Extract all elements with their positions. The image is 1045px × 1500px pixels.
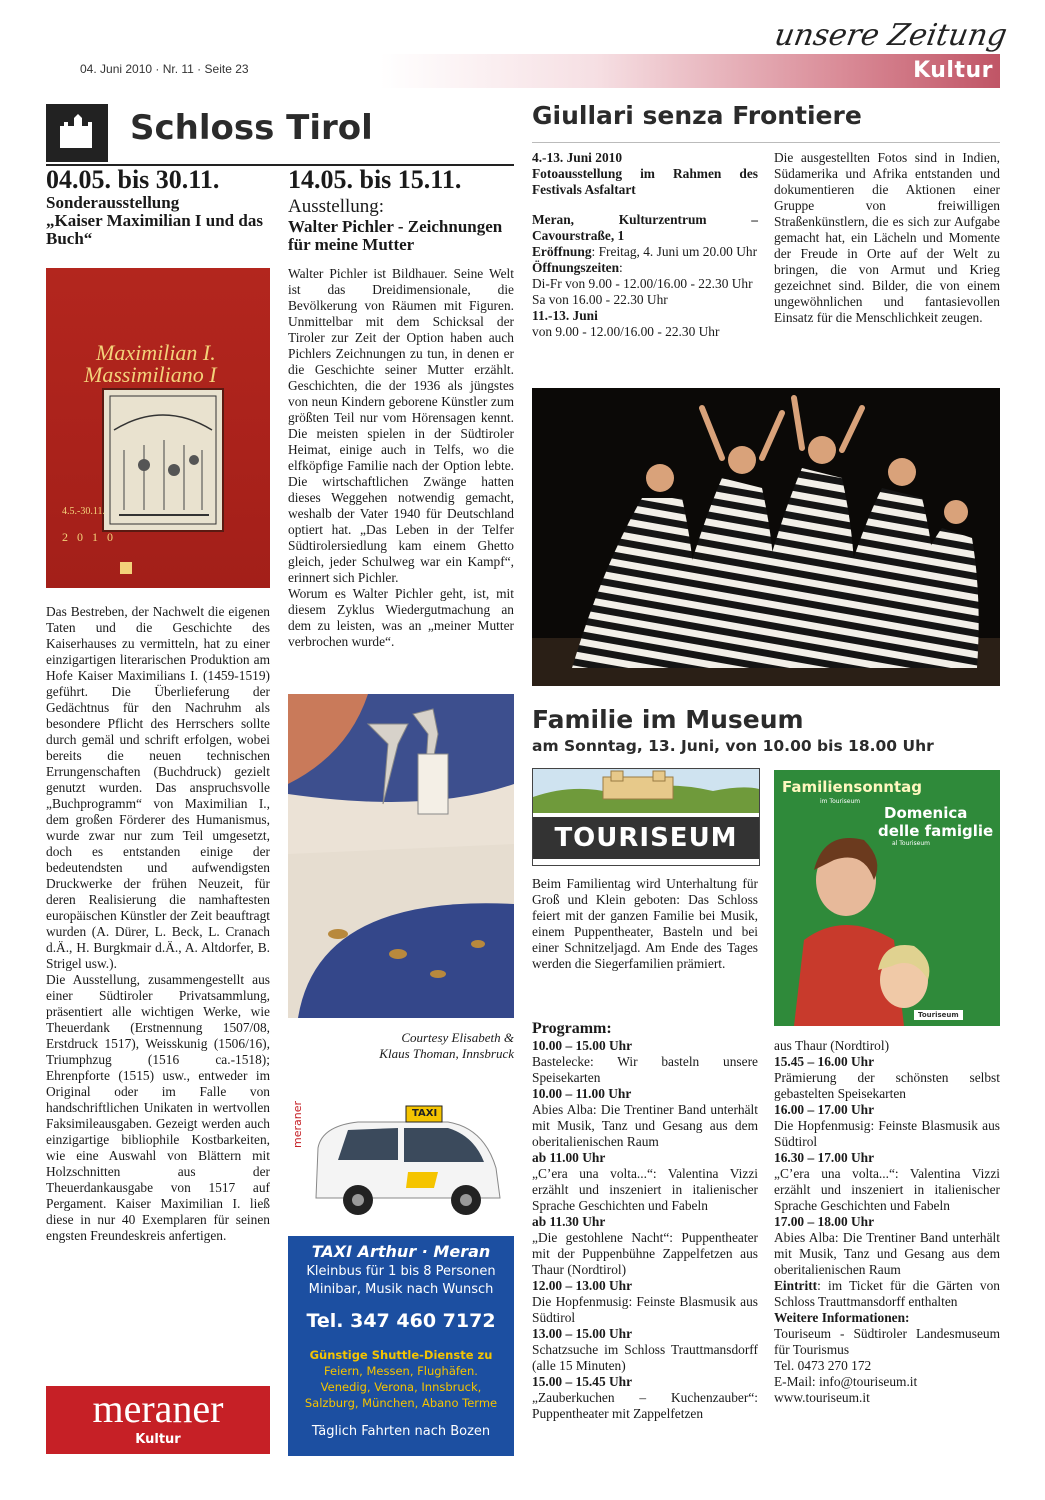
program-desc: „C’era una volta...“: Valentina Vizzi erzählt und inszeniert in italienischer Sprache Geschichten und Fabeln (532, 1166, 758, 1213)
pichler-paragraph-2: Worum es Walter Pichler geht, ist, mit diesem Zyklus Wiedergutmachung an dem zu leisten, was an „meiner Mutter verbrochen wurde“. (288, 586, 514, 649)
program-time: 10.00 – 15.00 Uhr (532, 1038, 633, 1053)
program-desc: „Zauberkuchen – Kuchenzauber“: Puppentheater mit Zappelfetzen (532, 1390, 758, 1421)
program-desc: Prämierung der schönsten selbst gebastelten Speisekarten (774, 1070, 1000, 1101)
eintritt-text: : im Ticket für die Gärten von Schloss Trauttmansdorff enthalten (774, 1278, 1000, 1309)
program-time: 17.00 – 18.00 Uhr (774, 1214, 875, 1229)
familie-poster-badge: Touriseum (914, 1010, 963, 1020)
pichler-subtitle1: Ausstellung: (288, 196, 385, 217)
poster-dates: 4.5.-30.11. (62, 506, 105, 517)
poster-title-2: Massimiliano I (84, 362, 217, 387)
giullari-photo (532, 388, 1000, 686)
familie-subtitle: am Sonntag, 13. Juni, von 10.00 bis 18.00 Uhr (532, 737, 934, 755)
meraner-logo (46, 1386, 270, 1454)
maximilian-subtitle1: Sonderausstellung (46, 193, 180, 212)
programm-right (774, 1038, 1000, 1406)
giullari-date: 4.-13. Juni 2010 (532, 150, 623, 165)
pichler-date: 14.05. bis 15.11. (288, 165, 462, 194)
info-website[interactable]: www.touriseum.it (774, 1390, 870, 1405)
meraner-logo-sub: Kultur (135, 1432, 181, 1447)
giullari-hours-label: Öffnungszeiten (532, 260, 620, 275)
info-label: Weitere Informationen: (774, 1310, 910, 1325)
program-desc: Abies Alba: Die Trentiner Band unterhält mit Musik, Tanz und Gesang aus dem oberitalienischen Raum (532, 1102, 758, 1149)
giullari-hours-colon: : (619, 260, 623, 275)
program-desc: Die Hopfenmusig: Feinste Blasmusik aus Südtirol (774, 1118, 1000, 1149)
familie-intro (532, 876, 758, 972)
familie-poster-title-2: Domenica (884, 804, 968, 822)
pichler-artwork (288, 694, 514, 1018)
poster-year: 2 0 1 0 (62, 530, 116, 544)
brand-logo: unsere Zeitung (772, 18, 1011, 53)
program-desc: Schatzsuche im Schloss Trauttmansdorff (alle 15 Minuten) (532, 1342, 758, 1373)
giullari-description (774, 150, 1000, 326)
taxi-line-2: Minibar, Musik nach Wunsch (308, 1282, 494, 1297)
header-band (380, 54, 1000, 88)
familie-title: Familie im Museum (532, 705, 804, 734)
dateline: 04. Juni 2010 · Nr. 11 · Seite 23 (80, 62, 249, 76)
taxi-name: TAXI Arthur · Meran (311, 1242, 491, 1261)
giullari-event: Fotoausstellung im Rahmen des Festivals Asfaltart (532, 166, 758, 197)
program-time: 15.45 – 16.00 Uhr (774, 1054, 875, 1069)
maximilian-poster (46, 268, 270, 588)
program-desc: Abies Alba: Die Trentiner Band unterhält mit Musik, Tanz und Gesang aus dem oberitalienischen Raum (774, 1230, 1000, 1277)
program-time: 16.30 – 17.00 Uhr (774, 1150, 875, 1165)
pichler-credit-2: Klaus Thoman, Innsbruck (379, 1046, 514, 1061)
giullari-opening-text: : Freitag, 4. Juni um 20.00 Uhr (591, 244, 758, 259)
taxi-shuttle-3: Venedig, Verona, Innsbruck, (320, 1380, 482, 1394)
maximilian-subtitle2: „Kaiser Maximilian I und das Buch“ (46, 211, 263, 248)
touriseum-logo (532, 768, 760, 866)
program-time: 10.00 – 11.00 Uhr (532, 1086, 632, 1101)
program-desc: „C’era una volta...“: Valentina Vizzi erzählt und inszeniert in italienischer Sprache Geschichten und Fabeln (774, 1166, 1000, 1213)
giullari-hours-2: Sa von 16.00 - 22.30 Uhr (532, 292, 668, 307)
eintritt-label: Eintritt (774, 1278, 818, 1293)
giullari-hours-1: Di-Fr von 9.00 - 12.00/16.00 - 22.30 Uhr (532, 276, 753, 291)
taxi-daily: Täglich Fahrten nach Bozen (311, 1424, 491, 1439)
maximilian-text (46, 604, 270, 1244)
poster-title-1: Maximilian I. (96, 340, 216, 365)
program-time: 13.00 – 15.00 Uhr (532, 1326, 633, 1341)
maximilian-column (46, 166, 272, 248)
taxi-roof-sign: TAXI (412, 1108, 438, 1119)
poster-seal-icon (120, 562, 132, 574)
program-desc: Bastelecke: Wir basteln unsere Speisekarten (532, 1054, 758, 1085)
poster-woodcut (102, 388, 224, 532)
info-line: Touriseum - Südtiroler Landesmuseum für Tourismus (774, 1326, 1000, 1357)
program-continued: aus Thaur (Nordtirol) (774, 1038, 890, 1053)
info-email[interactable]: E-Mail: info@touriseum.it (774, 1374, 918, 1389)
pichler-credit-1: Courtesy Elisabeth & (401, 1030, 514, 1045)
pichler-subtitle2: Walter Pichler - Zeichnungen für meine Mutter (288, 217, 503, 254)
giullari-opening-label: Eröffnung (532, 244, 592, 259)
maximilian-paragraph-2: Die Ausstellung, zusammengestellt aus einer Südtiroler Privatsammlung, präsentiert alle wichtigen Werke, wie Theuerdank (Erstnennung 1507/08, Erstdruck 1517), Weisskunig (1506/16), Triumphzug (1516 ca.-1518); Ehrenpforte (1515) usw., entweder im Original oder im Falle von handschriftlichen Unikaten in wertvollen Faksimileausgaben. Gezeigt werden auch einzigartige bibliophile Kostbarkeiten, wie eine Auswahl von Blättern mit Holzschnitten aus der Theuerdankausgabe von 1517 auf Pergament. Kaiser Maximilian I. ließ diese in nur 40 Exemplaren für seinen engsten Freundeskreis anfertigen. (46, 972, 270, 1243)
taxi-photo (288, 1088, 514, 1236)
taxi-shuttle-1: Günstige Shuttle-Dienste zu (309, 1348, 493, 1362)
giullari-hours-3: von 9.00 - 12.00/16.00 - 22.30 Uhr (532, 324, 720, 339)
eintritt (774, 1278, 1000, 1310)
taxi-line-1: Kleinbus für 1 bis 8 Personen (306, 1264, 496, 1279)
giullari-opening (532, 244, 758, 260)
giullari-hours-3-label: 11.-13. Juni (532, 308, 598, 323)
familie-poster-small-2: al Touriseum (892, 840, 930, 847)
pichler-paragraph-1: Walter Pichler ist Bildhauer. Seine Welt ist das Dreidimensionale, die Bevölkerung von Räumen mit Figuren. Unmittelbar mit dem Schicksal der Tiroler zur Zeit der Option haben auch Pichlers Zeichnungen zu tun, in denen er die Geschichte seiner Mutter erzählt. Geschichten, die der 1936 als jüngstes von neun Kindern geborene Künstler zum größten Teil nur vom Hörensagen kennt. Die meisten spielen in der Südtiroler Heimat, einige auch in Telfs, wo die elfköpfige Familie nach der Option lebte. Die wirtschaftlichen Zwänge hatten dieses Weggehen notwendig gemacht, weshalb der Vater 1940 für Deutschland optiert hat. „Das Leben in der Telfer Südtirolersiedlung kam einem Ghetto gleich, jeder Schulweg war ein Kampf“, erinnert sich Pichler. (288, 266, 514, 585)
familie-poster-small-1: im Touriseum (820, 798, 861, 805)
program-time: 12.00 – 13.00 Uhr (532, 1278, 633, 1293)
pichler-text (288, 266, 514, 650)
taxi-shuttle-2: Feiern, Messen, Flughäfen. (324, 1364, 478, 1378)
giullari-details (532, 150, 758, 340)
pichler-column (288, 166, 514, 254)
taxi-ad (288, 1088, 514, 1456)
meraner-logo-word: meraner (92, 1386, 224, 1431)
familie-poster-title-1: Familiensonntag (782, 778, 923, 796)
program-time: ab 11.30 Uhr (532, 1214, 606, 1229)
giullari-title: Giullari senza Frontiere (532, 101, 862, 130)
giullari-venue: Meran, Kulturzentrum – Cavourstraße, 1 (532, 212, 758, 243)
programm-label: Programm: (532, 1020, 612, 1037)
giullari-hours-heading (532, 260, 758, 276)
section-label: Kultur (913, 58, 993, 83)
giullari-description-text: Die ausgestellten Fotos sind in Indien, Südamerika und Afrika entstanden und dokumentieren die Aktionen einer Gruppe von freiwilligen Straßenkünstlern, die es sich zur Aufgabe gemacht hat, ein Lächeln und Momente der Freude in Orte auf der Welt zu bringen, die von Armut und Krieg gezeichnet sind. Bilder, die von einem ungewöhnlichen und fantasievollen Einsatz für die Menschlichkeit zeugen. (774, 150, 1000, 325)
familie-intro-text: Beim Familientag wird Unterhaltung für Groß und Klein geboten: Das Schloss feiert mit der ganzen Familie bei Musik, einem Puppentheater, Basteln und bei einer Schnitzeljagd. Am Ende des Tages werden die Siegerfamilien prämiert. (532, 876, 758, 971)
maximilian-paragraph-1: Das Bestreben, der Nachwelt die eigenen Taten und die Geschichte des Kaiserhauses zu vermitteln, hat zu einer einzigartigen literarischen Produktion am Hofe Kaiser Maximilians I. (1459-1519) geführt. Die Überlieferung der Gedächtnus für den Nachruhm als besondere Pflicht des Herrschers sollte durch gemäl und schrift erfolgen, wobei bereits die neuen technischen Errungenschaften (Buchdruck) gezielt genutzt wurden. Das anspruchsvolle „Buchprogramm“ von Maximilian I., dem großen Förderer des Humanismus, wurde zwar nur zum Teil umgesetzt, doch es entstanden einige der bedeutendsten und aufwendigsten Druckwerke der frühen Neuzeit, für deren Realisierung die namhaftesten europäischen Künstler der Zeit beauftragt wurden (A. Dürer, L. Beck, L. Cranach d.Ä., H. Burgkmair d.Ä., A. Altdorfer, B. Strigel usw.). (46, 604, 270, 971)
program-time: 15.00 – 15.45 Uhr (532, 1374, 633, 1389)
info-phone: Tel. 0473 270 172 (774, 1358, 872, 1373)
giullari-rule (532, 142, 1000, 143)
program-time: ab 11.00 Uhr (532, 1150, 606, 1165)
taxi-vertical-brand: meraner (291, 1100, 305, 1149)
programm-left (532, 1020, 758, 1422)
touriseum-logo-text: TOURISEUM (533, 817, 759, 859)
taxi-phone: Tel. 347 460 7172 (306, 1310, 496, 1332)
familie-poster-title-3: delle famiglie (878, 822, 994, 840)
program-time: 16.00 – 17.00 Uhr (774, 1102, 875, 1117)
castle-icon (46, 104, 108, 162)
familie-poster (774, 770, 1000, 1026)
program-desc: „Die gestohlene Nacht“: Puppentheater mit der Puppenbühne Zappelfetzen aus Thaur (Nordtirol) (532, 1230, 758, 1277)
taxi-shuttle-4: Salzburg, München, Abano Terme (304, 1396, 498, 1410)
schloss-title: Schloss Tirol (130, 108, 373, 148)
program-desc: Die Hopfenmusig: Feinste Blasmusik aus Südtirol (532, 1294, 758, 1325)
maximilian-date: 04.05. bis 30.11. (46, 165, 220, 194)
